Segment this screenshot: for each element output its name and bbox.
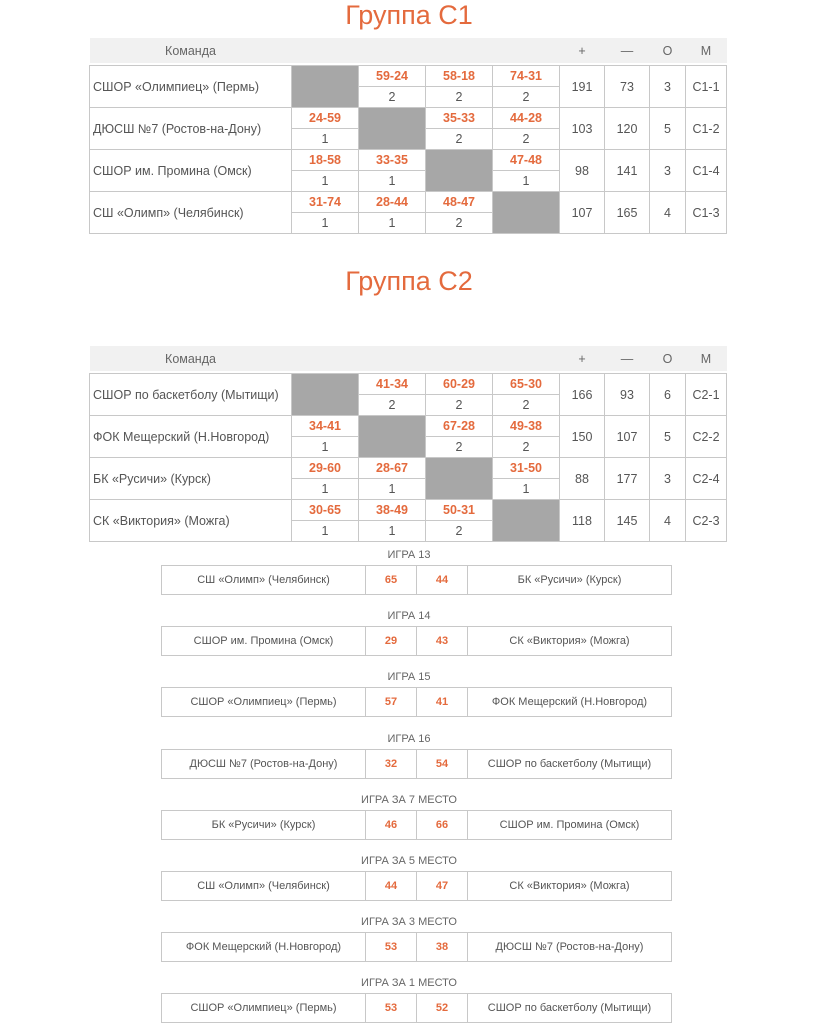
game-title: ИГРА 14: [387, 610, 431, 622]
match-score: 24-59: [292, 108, 359, 129]
table-header: [90, 38, 727, 63]
place: С1-3: [686, 192, 727, 234]
home-team: СШ «Олимп» (Челябинск): [162, 566, 366, 594]
points-for: 118: [560, 500, 605, 542]
group-title: Группа С2: [345, 266, 473, 296]
match-points: 2: [426, 395, 493, 416]
away-score: 54: [417, 750, 468, 778]
game-result: [161, 993, 672, 1023]
home-team: ДЮСШ №7 (Ростов-на-Дону): [162, 750, 366, 778]
home-score: 65: [366, 566, 417, 594]
match-points: 2: [426, 521, 493, 542]
table-row: [90, 150, 727, 171]
header-plus: +: [560, 346, 605, 371]
match-points: 1: [359, 213, 426, 234]
team-name: ДЮСШ №7 (Ростов-на-Дону): [90, 108, 292, 150]
place: С2-1: [686, 374, 727, 416]
points-for: 150: [560, 416, 605, 458]
match-points: 2: [426, 213, 493, 234]
game-title: ИГРА 13: [387, 549, 431, 561]
game-title: ИГРА ЗА 3 МЕСТО: [361, 916, 457, 928]
points-against: 141: [605, 150, 650, 192]
match-score: 38-49: [359, 500, 426, 521]
away-team: ФОК Мещерский (Н.Новгород): [491, 696, 648, 708]
home-score: 44: [366, 872, 417, 900]
match-score: 33-35: [359, 150, 426, 171]
blocked-cell: [426, 150, 493, 192]
match-points: 2: [359, 395, 426, 416]
away-score: 38: [417, 933, 468, 961]
match-points: 1: [493, 171, 560, 192]
points-against: 177: [605, 458, 650, 500]
match-score: 48-47: [426, 192, 493, 213]
game-result: [161, 626, 672, 656]
match-score: 18-58: [292, 150, 359, 171]
match-score: 28-67: [359, 458, 426, 479]
place: С2-2: [686, 416, 727, 458]
match-points: 1: [359, 479, 426, 500]
match-points: 1: [359, 171, 426, 192]
header-minus: —: [605, 38, 650, 63]
points-for: 166: [560, 374, 605, 416]
away-score: 52: [417, 994, 468, 1022]
home-team: ФОК Мещерский (Н.Новгород): [162, 933, 366, 961]
standing-points: 6: [650, 374, 686, 416]
table-row: [90, 66, 727, 87]
table-header: [90, 346, 727, 371]
points-against: 73: [605, 66, 650, 108]
header-team: Команда: [90, 38, 292, 63]
standing-points: 3: [650, 458, 686, 500]
match-score: 60-29: [426, 374, 493, 395]
header-points: О: [650, 38, 686, 63]
standing-points: 5: [650, 416, 686, 458]
match-score: 58-18: [426, 66, 493, 87]
header-place: М: [686, 346, 727, 371]
match-points: 2: [426, 437, 493, 458]
team-name: СШОР им. Промина (Омск): [90, 150, 292, 192]
standing-points: 3: [650, 66, 686, 108]
standing-points: 5: [650, 108, 686, 150]
header-team: Команда: [90, 346, 292, 371]
points-for: 98: [560, 150, 605, 192]
blocked-cell: [292, 374, 359, 416]
match-points: 2: [493, 437, 560, 458]
match-score: 44-28: [493, 108, 560, 129]
match-score: 31-50: [493, 458, 560, 479]
table-row: [90, 108, 727, 129]
home-score: 46: [366, 811, 417, 839]
match-score: 67-28: [426, 416, 493, 437]
away-team: СК «Виктория» (Можга): [509, 880, 630, 892]
home-team: СШ «Олимп» (Челябинск): [162, 872, 366, 900]
match-score: 34-41: [292, 416, 359, 437]
away-score: 44: [417, 566, 468, 594]
header-place: М: [686, 38, 727, 63]
away-team: БК «Русичи» (Курск): [517, 574, 622, 586]
points-against: 145: [605, 500, 650, 542]
match-score: 59-24: [359, 66, 426, 87]
table-row: [90, 374, 727, 395]
match-points: 1: [292, 437, 359, 458]
team-name: СШ «Олимп» (Челябинск): [90, 192, 292, 234]
game-result: [161, 687, 672, 717]
home-team: СШОР «Олимпиец» (Пермь): [162, 994, 366, 1022]
match-points: 2: [493, 87, 560, 108]
home-score: 53: [366, 994, 417, 1022]
match-points: 1: [292, 129, 359, 150]
place: С1-1: [686, 66, 727, 108]
blocked-cell: [292, 66, 359, 108]
header-minus: —: [605, 346, 650, 371]
points-against: 120: [605, 108, 650, 150]
away-team: СК «Виктория» (Можга): [509, 635, 630, 647]
points-against: 165: [605, 192, 650, 234]
away-score: 41: [417, 688, 468, 716]
place: С2-4: [686, 458, 727, 500]
away-team: ДЮСШ №7 (Ростов-на-Дону): [495, 941, 644, 953]
group-table: [89, 38, 727, 234]
game-result: [161, 932, 672, 962]
away-team: СШОР по баскетболу (Мытищи): [487, 1002, 652, 1014]
points-for: 103: [560, 108, 605, 150]
match-points: 1: [292, 213, 359, 234]
points-against: 107: [605, 416, 650, 458]
blocked-cell: [359, 416, 426, 458]
home-team: БК «Русичи» (Курск): [162, 811, 366, 839]
header-plus: +: [560, 38, 605, 63]
match-score: 74-31: [493, 66, 560, 87]
match-score: 31-74: [292, 192, 359, 213]
blocked-cell: [493, 500, 560, 542]
header-points: О: [650, 346, 686, 371]
table-row: [90, 500, 727, 521]
home-score: 29: [366, 627, 417, 655]
home-score: 32: [366, 750, 417, 778]
standing-points: 4: [650, 192, 686, 234]
home-score: 57: [366, 688, 417, 716]
standing-points: 3: [650, 150, 686, 192]
away-team: СШОР им. Промина (Омск): [499, 819, 640, 831]
standing-points: 4: [650, 500, 686, 542]
game-title: ИГРА ЗА 5 МЕСТО: [361, 855, 457, 867]
match-score: 30-65: [292, 500, 359, 521]
game-title: ИГРА 15: [387, 671, 431, 683]
points-against: 93: [605, 374, 650, 416]
match-score: 28-44: [359, 192, 426, 213]
table-row: [90, 416, 727, 437]
team-name: СК «Виктория» (Можга): [90, 500, 292, 542]
match-score: 49-38: [493, 416, 560, 437]
points-for: 88: [560, 458, 605, 500]
match-points: 2: [493, 395, 560, 416]
match-score: 41-34: [359, 374, 426, 395]
match-points: 2: [426, 87, 493, 108]
match-score: 29-60: [292, 458, 359, 479]
place: С1-4: [686, 150, 727, 192]
match-points: 1: [359, 521, 426, 542]
game-result: [161, 749, 672, 779]
match-score: 47-48: [493, 150, 560, 171]
place: С1-2: [686, 108, 727, 150]
team-name: ФОК Мещерский (Н.Новгород): [90, 416, 292, 458]
match-points: 2: [493, 129, 560, 150]
points-for: 191: [560, 66, 605, 108]
match-score: 50-31: [426, 500, 493, 521]
group-table: [89, 346, 727, 542]
match-points: 1: [292, 171, 359, 192]
place: С2-3: [686, 500, 727, 542]
match-points: 1: [292, 521, 359, 542]
home-team: СШОР «Олимпиец» (Пермь): [162, 688, 366, 716]
game-result: [161, 565, 672, 595]
table-row: [90, 192, 727, 213]
team-name: БК «Русичи» (Курск): [90, 458, 292, 500]
blocked-cell: [493, 192, 560, 234]
match-points: 2: [426, 129, 493, 150]
team-name: СШОР по баскетболу (Мытищи): [90, 374, 292, 416]
match-score: 35-33: [426, 108, 493, 129]
game-result: [161, 810, 672, 840]
group-title: Группа С1: [345, 0, 473, 30]
team-name: СШОР «Олимпиец» (Пермь): [90, 66, 292, 108]
game-title: ИГРА 16: [387, 733, 431, 745]
home-score: 53: [366, 933, 417, 961]
match-points: 1: [493, 479, 560, 500]
blocked-cell: [426, 458, 493, 500]
away-score: 47: [417, 872, 468, 900]
away-team: СШОР по баскетболу (Мытищи): [487, 758, 652, 770]
game-title: ИГРА ЗА 1 МЕСТО: [361, 977, 457, 989]
away-score: 66: [417, 811, 468, 839]
game-result: [161, 871, 672, 901]
match-points: 1: [292, 479, 359, 500]
match-points: 2: [359, 87, 426, 108]
game-title: ИГРА ЗА 7 МЕСТО: [361, 794, 457, 806]
blocked-cell: [359, 108, 426, 150]
points-for: 107: [560, 192, 605, 234]
home-team: СШОР им. Промина (Омск): [162, 627, 366, 655]
away-score: 43: [417, 627, 468, 655]
match-score: 65-30: [493, 374, 560, 395]
table-row: [90, 458, 727, 479]
